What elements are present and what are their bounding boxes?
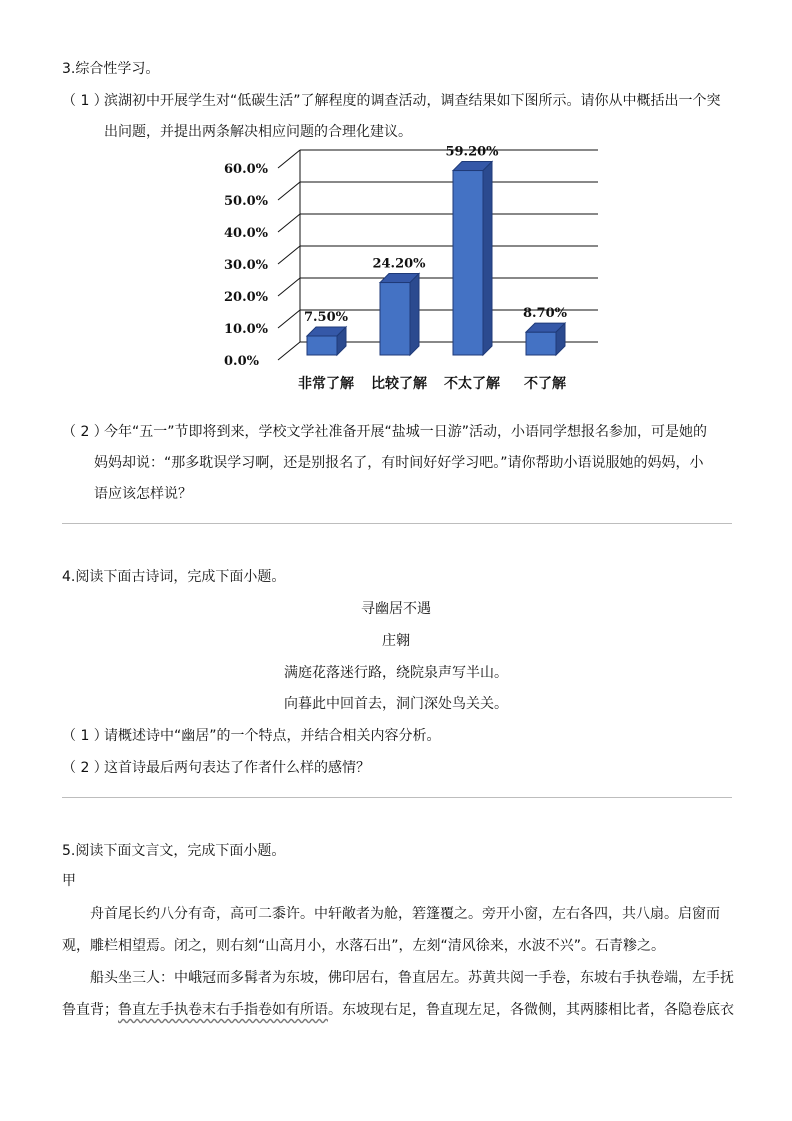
section-divider (62, 797, 732, 798)
y-tick-label: 20.0% (224, 290, 269, 305)
q3-sub1-line1: 滨湖初中开展学生对“低碳生活”了解程度的调查活动，调查结果如下图所示。请你从中概括出一个突 (104, 93, 721, 109)
underlined-sentence: 鲁直左手执卷末右手指卷如有所语 (118, 1002, 328, 1018)
q3-sub1-number: （ 1 ） (62, 93, 108, 109)
grid-diagonal (278, 342, 300, 360)
bar-4 (526, 332, 556, 355)
q5-title: 5.阅读下面文言文，完成下面小题。 (62, 843, 286, 859)
grid-diagonal (278, 278, 300, 296)
bar-1 (307, 336, 337, 355)
bar-side-2 (410, 274, 419, 355)
grid-diagonal (278, 246, 300, 264)
y-tick-label: 10.0% (224, 322, 269, 337)
q3-sub2-number: （ 2 ） (62, 424, 108, 440)
q3-sub2-line1: 今年“五一”节即将到来，学校文学社准备开展“盐城一日游”活动，小语同学想报名参加，可是她的 (104, 424, 708, 440)
bar-3 (453, 171, 483, 355)
y-tick-label: 40.0% (224, 226, 269, 241)
q4-title: 4.阅读下面古诗词，完成下面小题。 (62, 569, 286, 585)
poem-line-1: 满庭花落迷行路，绕院泉声写半山。 (284, 665, 508, 681)
poem-author: 庄翱 (382, 633, 410, 649)
data-label: 59.20% (445, 144, 499, 160)
q4-sub2-text: 这首诗最后两句表达了作者什么样的感情？ (104, 760, 370, 776)
passage-line-4 (62, 999, 734, 1019)
q4-sub1-number: （ 1 ） (62, 728, 108, 744)
x-tick-label: 不太了解 (444, 376, 500, 392)
passage-line-2: 观，雕栏相望焉。闭之，则右刻“山高月小，水落石出”，左刻“清风徐来，水波不兴”。石青糁之。 (62, 938, 666, 954)
passage-line-4-end: 。东坡现右足，鲁直现左足，各微侧，其两膝相比者，各隐卷底衣 (328, 1002, 734, 1018)
data-label: 24.20% (372, 256, 426, 272)
survey-bar-chart (220, 140, 620, 400)
poem-line-2: 向暮此中回首去，洞门深处鸟关关。 (284, 696, 508, 712)
passage-line-4-start: 鲁直背； (62, 1002, 118, 1018)
q4-sub1-text: 请概述诗中“幽居”的一个特点，并结合相关内容分析。 (104, 728, 441, 744)
grid-diagonal (278, 182, 300, 200)
y-tick-label: 60.0% (224, 162, 269, 177)
x-tick-label: 比较了解 (371, 376, 427, 392)
data-label: 7.50% (303, 310, 349, 325)
q3-sub2-line3: 语应该怎样说？ (94, 486, 192, 502)
x-tick-label: 非常了解 (298, 376, 354, 392)
grid-diagonal (278, 310, 300, 328)
bar-2 (380, 283, 410, 355)
grid-diagonal (278, 214, 300, 232)
x-tick-label: 不了解 (524, 376, 566, 392)
section-divider (62, 523, 732, 524)
q3-sub2-line2: 妈妈却说：“那多耽误学习啊，还是别报名了，有时间好好学习吧。”请你帮助小语说服她的妈妈，小 (94, 455, 704, 471)
passage-line-3: 船头坐三人：中峨冠而多髯者为东坡，佛印居右，鲁直居左。苏黄共阅一手卷，东坡右手执卷端，左手抚 (90, 970, 734, 986)
y-tick-label: 0.0% (224, 354, 259, 369)
q3-title: 3.综合性学习。 (62, 61, 160, 77)
data-label: 8.70% (522, 306, 568, 322)
grid-diagonal (278, 150, 300, 168)
passage-line-1: 舟首尾长约八分有奇，高可二黍许。中轩敞者为舱，箬篷覆之。旁开小窗，左右各四，共八扇。启窗而 (90, 906, 720, 922)
y-tick-label: 30.0% (224, 258, 269, 273)
q3-sub1-line2: 出问题，并提出两条解决相应问题的合理化建议。 (104, 124, 412, 140)
poem-title: 寻幽居不遇 (361, 601, 431, 617)
q4-sub2-number: （ 2 ） (62, 760, 108, 776)
q5-section-label: 甲 (62, 873, 76, 889)
bar-side-3 (483, 162, 492, 355)
y-tick-label: 50.0% (224, 194, 269, 209)
